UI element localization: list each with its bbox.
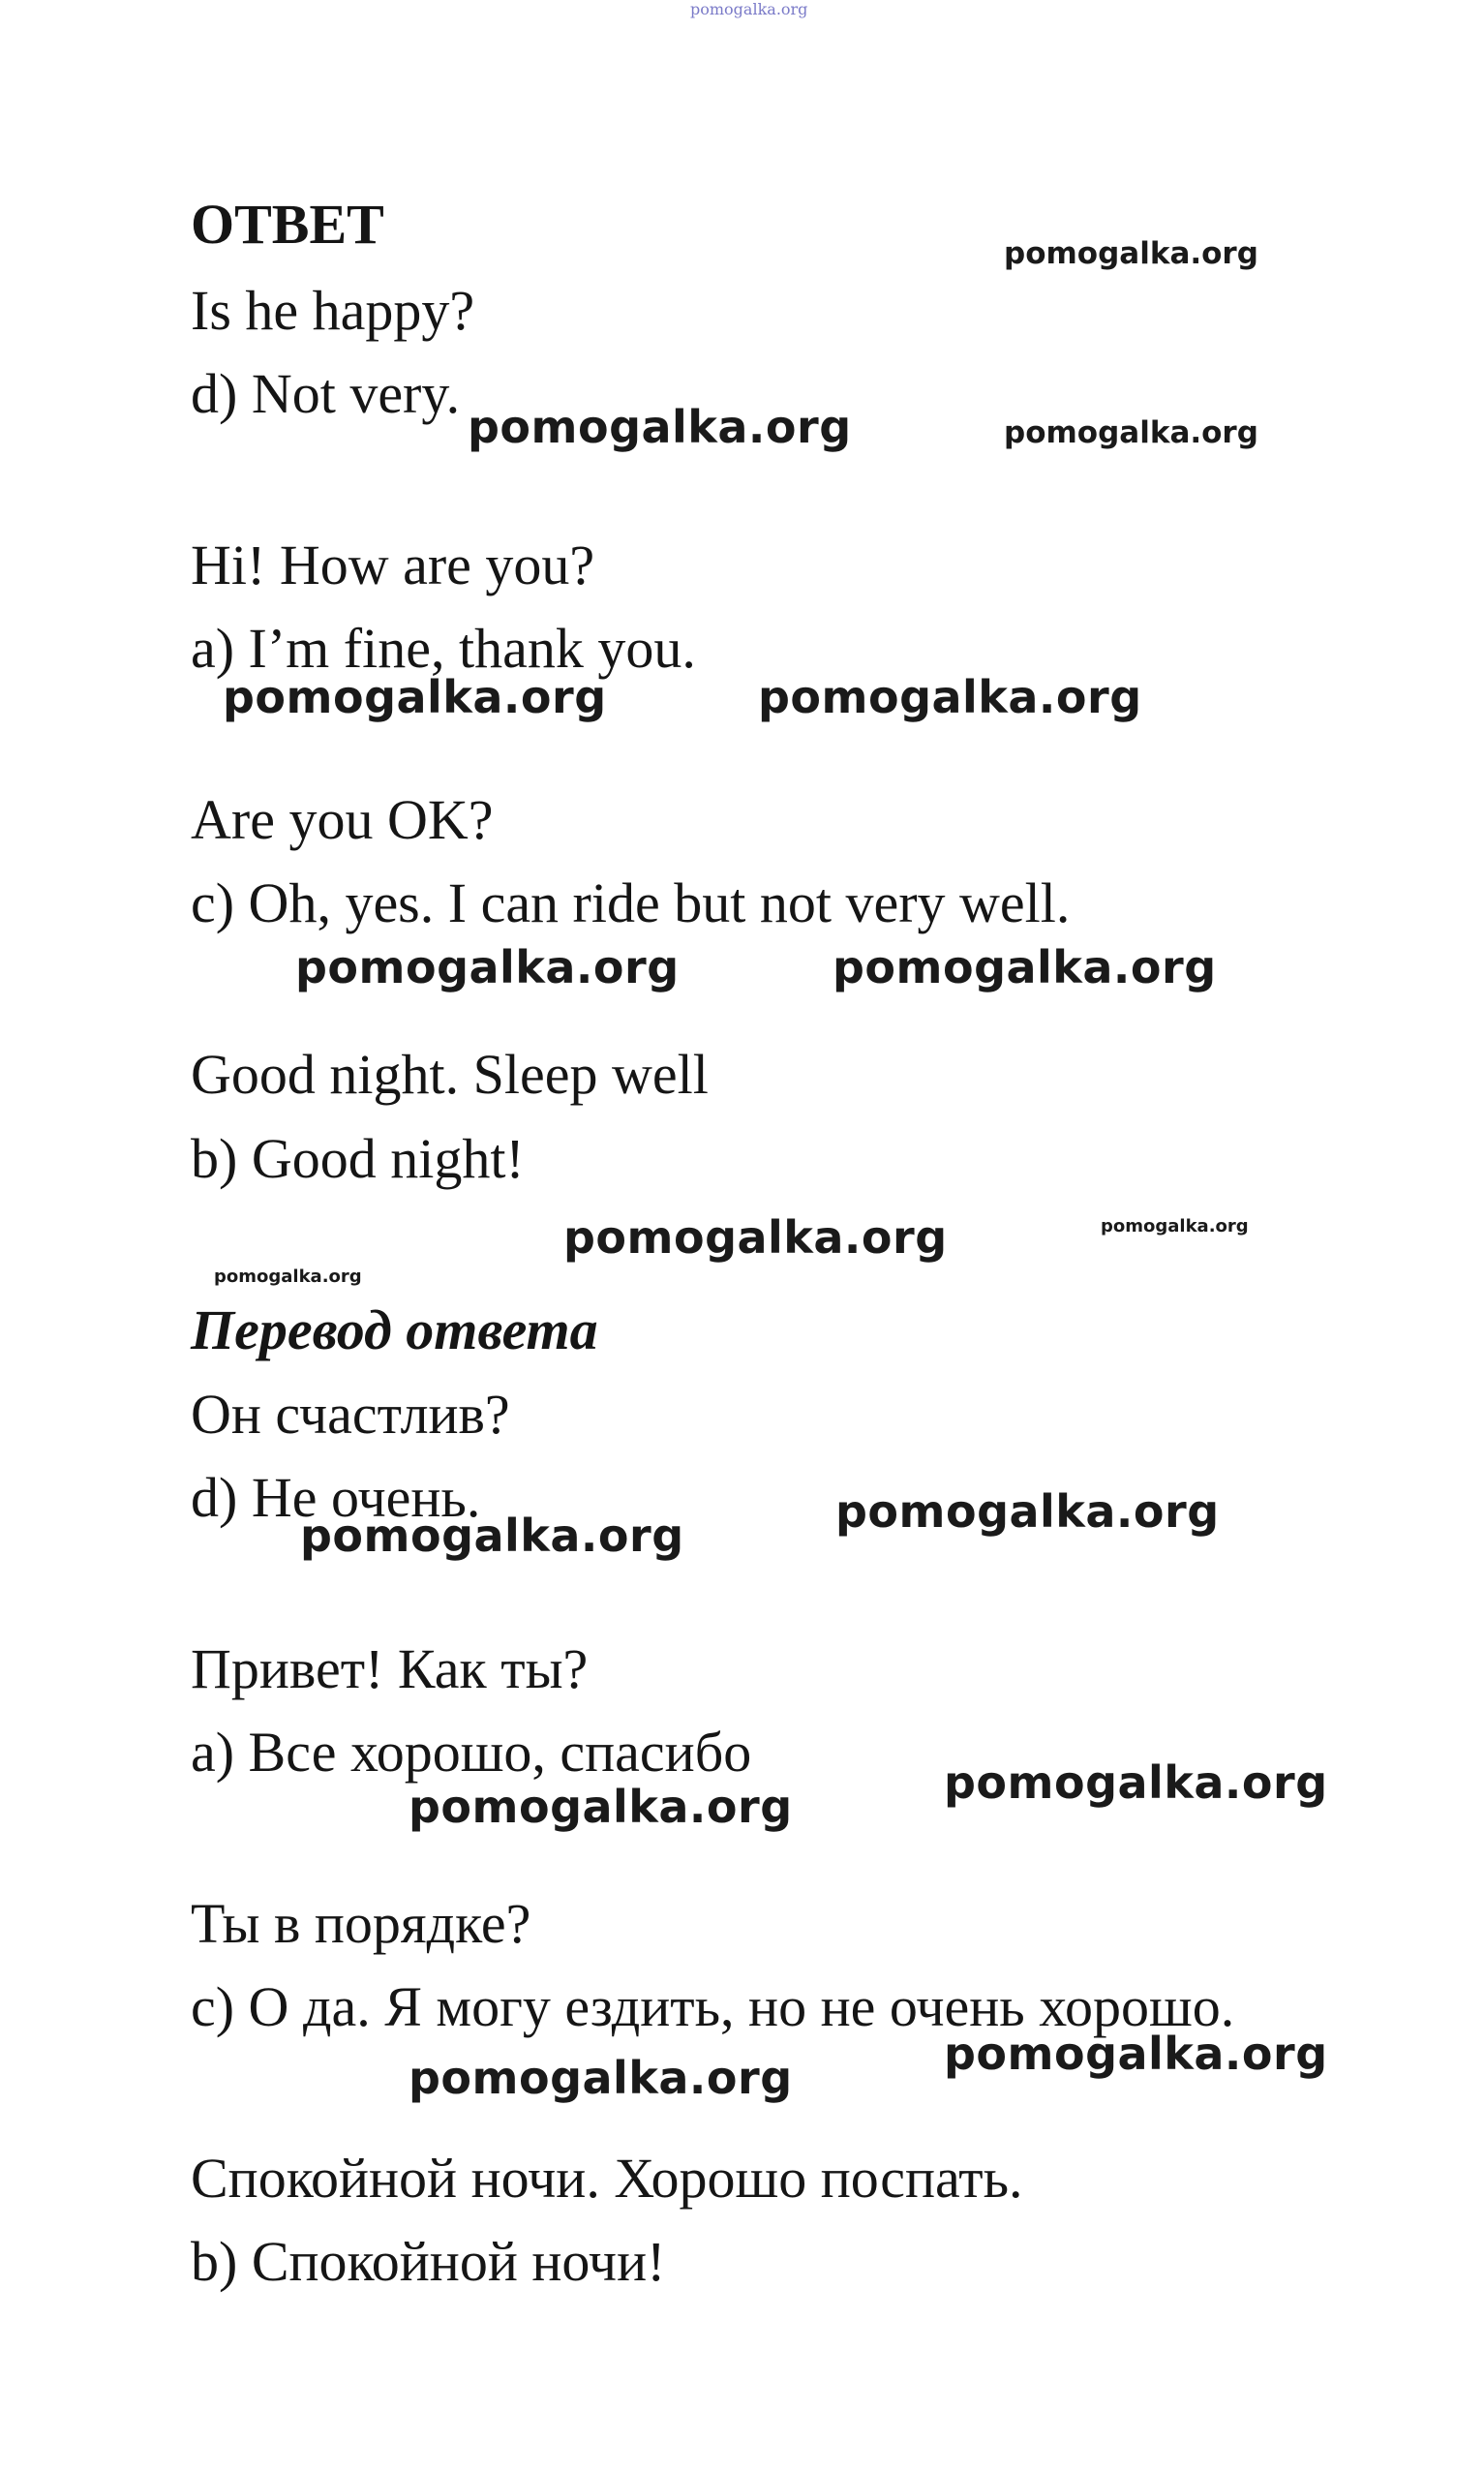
watermark: pomogalka.org <box>1101 1216 1249 1236</box>
answer-line-3: Hi! How are you? <box>191 534 595 596</box>
translation-line-8: b) Спокойной ночи! <box>191 2230 666 2293</box>
answer-line-1: Is he happy? <box>191 279 475 342</box>
watermark: pomogalka.org <box>223 671 607 723</box>
watermark: pomogalka.org <box>409 2052 793 2104</box>
watermark: pomogalka.org <box>835 1485 1220 1538</box>
watermark: pomogalka.org <box>758 671 1142 723</box>
translation-line-4: а) Все хорошо, спасибо <box>191 1721 752 1784</box>
watermark: pomogalka.org <box>295 941 680 993</box>
watermark: pomogalka.org <box>1004 415 1258 450</box>
answer-line-4: a) I’m fine, thank you. <box>191 617 696 680</box>
answer-line-8: b) Good night! <box>191 1127 525 1190</box>
translation-line-5: Ты в порядке? <box>191 1892 531 1955</box>
translation-line-1: Он счастлив? <box>191 1383 510 1446</box>
watermark: pomogalka.org <box>214 1267 362 1287</box>
translation-line-7: Спокойной ночи. Хорошо поспать. <box>191 2147 1023 2210</box>
answer-line-6: c) Oh, yes. I can ride but not very well. <box>191 871 1071 934</box>
watermark: pomogalka.org <box>468 401 852 453</box>
watermark: pomogalka.org <box>944 2028 1328 2080</box>
translation-heading: Перевод ответа <box>191 1298 598 1361</box>
answer-line-2: d) Not very. <box>191 362 461 425</box>
watermark: pomogalka.org <box>833 941 1217 993</box>
watermark: pomogalka.org <box>1004 236 1258 271</box>
watermark: pomogalka.org <box>300 1510 684 1562</box>
watermark: pomogalka.org <box>944 1756 1328 1809</box>
watermark: pomogalka.org <box>563 1211 948 1264</box>
translation-line-6: с) О да. Я могу ездить, но не очень хорошо. <box>191 1975 1235 2038</box>
answer-heading: ОТВЕТ <box>191 193 384 256</box>
translation-line-2: d) Не очень. <box>191 1466 481 1529</box>
answer-line-7: Good night. Sleep well <box>191 1043 709 1106</box>
translation-line-3: Привет! Как ты? <box>191 1637 589 1700</box>
answer-line-5: Are you OK? <box>191 788 494 851</box>
watermark: pomogalka.org <box>409 1781 793 1833</box>
top-watermark: pomogalka.org <box>690 0 808 18</box>
